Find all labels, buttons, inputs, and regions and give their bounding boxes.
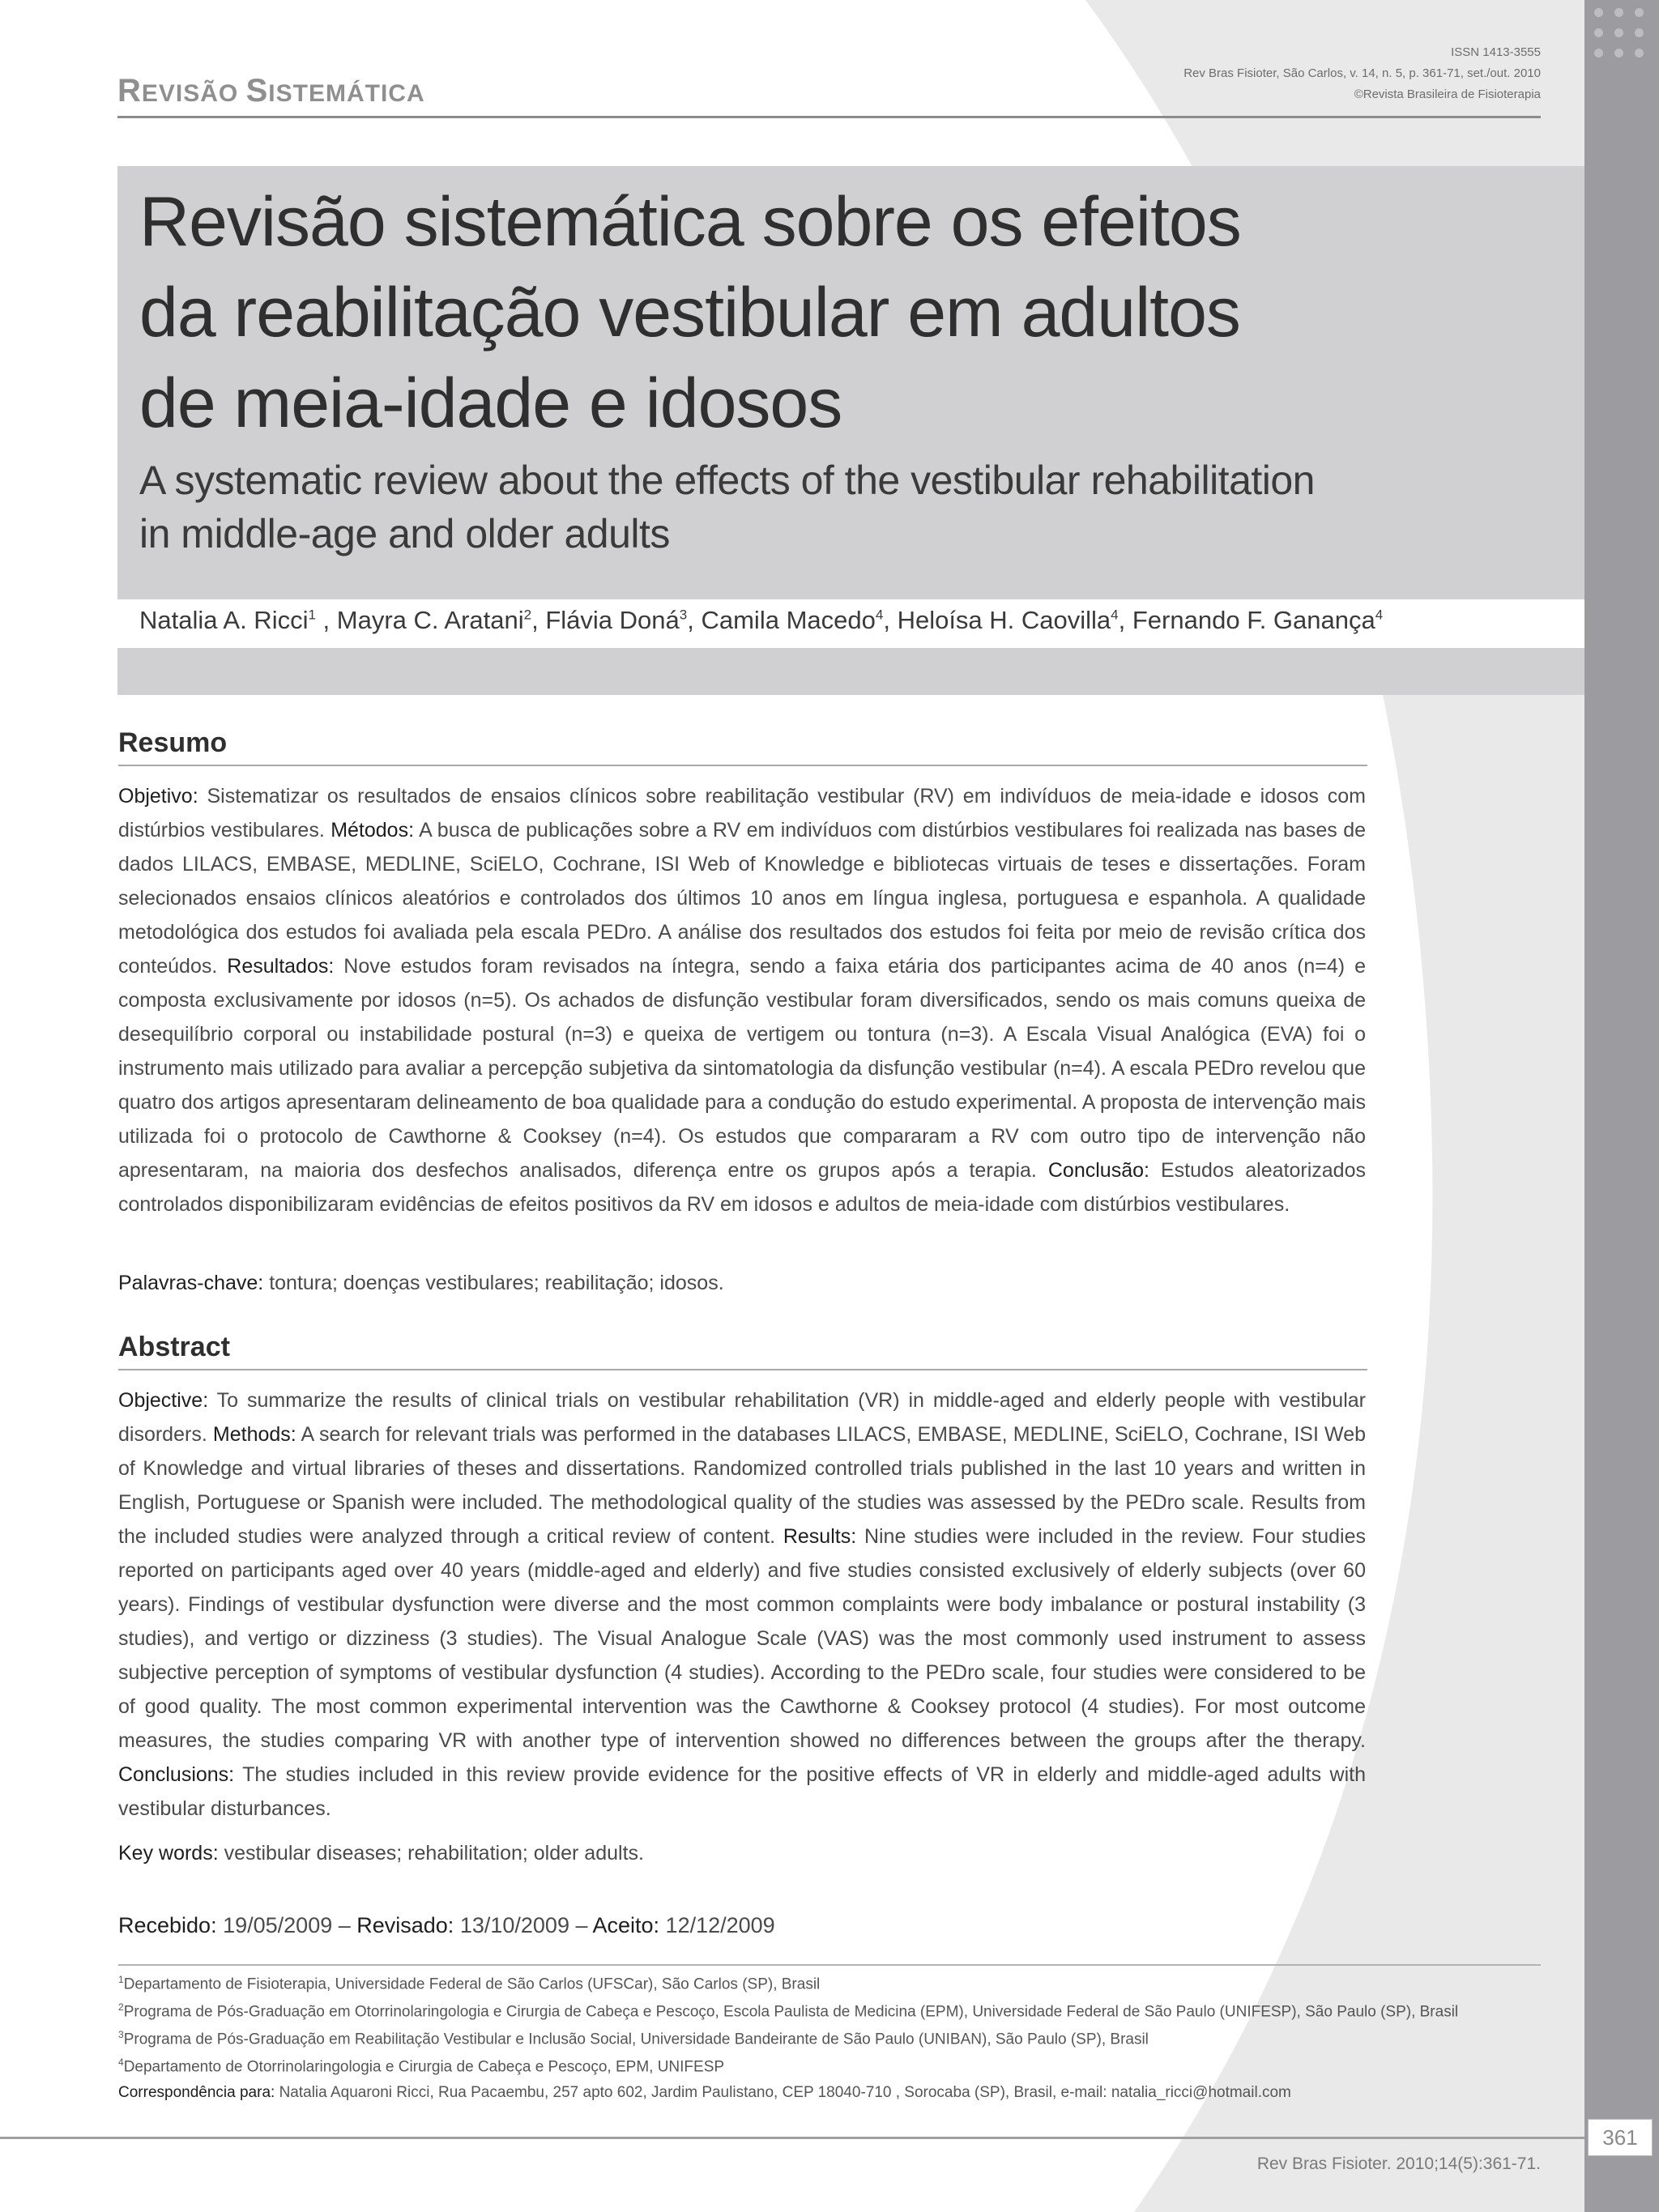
abstract-heading: Abstract	[118, 1332, 230, 1362]
title-bottom-band	[117, 648, 1584, 695]
author: Camila Macedo	[701, 606, 876, 634]
resumo-keywords: Palavras-chave: tontura; doenças vestibulares; reabilitação; idosos.	[118, 1272, 724, 1294]
authors-list: Natalia A. Ricci$^1$ , Mayra C. Aratani$^2$, Flávia Doná$^3$, Camila Macedo$^4$, Heloísa H. Caovilla$^4$, Fernando F. Ganança$^4$	[139, 606, 1384, 634]
footnote-rule	[118, 1964, 1541, 1966]
abstract-rule	[118, 1369, 1367, 1370]
submission-dates: Recebido: 19/05/2009 – Revisado: 13/10/2009 – Aceito: 12/12/2009	[118, 1913, 775, 1937]
footnote: $^4$Departamento de Otorrinolaringologia e Cirurgia de Cabeça e Pescoço, EPM, UNIFESP	[118, 2056, 725, 2076]
citation: Rev Bras Fisioter. 2010;14(5):361-71.	[1256, 2154, 1541, 2173]
journal-reference: Rev Bras Fisioter, São Carlos, v. 14, n. 5, p. 361-71, set./out. 2010	[1183, 66, 1541, 80]
author: Natalia A. Ricci	[139, 606, 309, 634]
page-number: 361	[1588, 2119, 1653, 2156]
copyright: ©Revista Brasileira de Fisioterapia	[1354, 87, 1541, 101]
resumo-heading: Resumo	[118, 727, 228, 758]
correspondence: Correspondência para: Natalia Aquaroni Ricci, Rua Pacaembu, 257 apto 602, Jardim Paulistano, CEP 18040-710 , Sorocaba (SP), Brasil, e-mail: natalia_ricci@hotmail.com	[118, 2084, 1291, 2101]
author: Heloísa H. Caovilla	[897, 606, 1111, 634]
header-rule	[117, 116, 1541, 118]
journal-info	[1183, 42, 1541, 105]
abstract-keywords: Key words: vestibular diseases; rehabilitation; older adults.	[118, 1842, 644, 1865]
author: Fernando F. Ganança	[1132, 606, 1375, 634]
resumo-rule	[118, 765, 1367, 766]
author: Mayra C. Aratani	[336, 606, 524, 634]
abstract-text: Objective: To summarize the results of clinical trials on vestibular rehabilitation (VR) in middle-aged and elderly people with vestibular disorders. Methods: A search for relevant trials was performed in the databases LILACS, EMBASE, MEDLINE, SciELO, Cochrane, ISI Web of Knowledge and virtual libraries of theses and dissertations. Randomized controlled trials published in the last 10 years and written in English, Portuguese or Spanish were included. The methodological quality of the studies was assessed by the PEDro scale. Results from the included studies were analyzed through a critical review of content. Results: Nine studies were included in the review. Four studies reported on participants aged over 40 years (middle-aged and elderly) and five studies consisted exclusively of elderly subjects (over 60 years). Findings of vestibular dysfunction were diverse and the most common complaints were body imbalance or postural instability (3 studies), and vertigo or dizziness (3 studies). The Visual Analogue Scale (VAS) was the most commonly used instrument to assess subjective perception of symptoms of vestibular dysfunction (4 studies). According to the PEDro scale, four studies were considered to be of good quality. The most common experimental intervention was the Cawthorne & Cooksey protocol (4 studies). For most outcome measures, the studies comparing VR with another type of intervention showed no differences between the groups after the therapy. Conclusions: The studies included in this review provide evidence for the positive effects of VR in elderly and middle-aged adults with vestibular disturbances.	[118, 1389, 1367, 1820]
author: Flávia Doná	[545, 606, 680, 634]
footer-rule	[0, 2137, 1584, 2139]
footnote: $^3$Programa de Pós-Graduação em Reabilitação Vestibular e Inclusão Social, Universidade Bandeirante de São Paulo (UNIBAN), São Paulo (SP), Brasil	[118, 2029, 1149, 2048]
issn: ISSN 1413-3555	[1451, 45, 1541, 59]
title-portuguese: Revisão sistemática sobre os efeitos da reabilitação vestibular em adultos de meia-idade e idosos	[139, 183, 1241, 442]
title-english: A systematic review about the effects of the vestibular rehabilitation in middle-age and older adults	[139, 458, 1315, 556]
right-sidebar-bar	[1584, 0, 1659, 2212]
footnote: $^1$Departamento de Fisioterapia, Universidade Federal de São Carlos (UFSCar), São Carlos (SP), Brasil	[118, 1974, 821, 1993]
section-label: REVISÃO SISTEMÁTICA	[117, 73, 425, 109]
resumo-text: Objetivo: Sistematizar os resultados de ensaios clínicos sobre reabilitação vestibular (RV) em indivíduos de meia-idade e idosos com distúrbios vestibulares. Métodos: A busca de publicações sobre a RV em indivíduos com distúrbios vestibulares foi realizada nas bases de dados LILACS, EMBASE, MEDLINE, SciELO, Cochrane, ISI Web of Knowledge e bibliotecas virtuais de teses e dissertações. Foram selecionados ensaios clínicos aleatórios e controlados dos últimos 10 anos em língua inglesa, portuguesa e espanhola. A qualidade metodológica dos estudos foi avaliada pela escala PEDro. A análise dos resultados dos estudos foi feita por meio de revisão crítica dos conteúdos. Resultados: Nove estudos foram revisados na íntegra, sendo a faixa etária dos participantes acima de 40 anos (n=4) e composta exclusivamente por idosos (n=5). Os achados de disfunção vestibular foram diversificados, sendo os mais comuns queixa de desequilíbrio corporal ou instabilidade postural (n=3) e queixa de vertigem ou tontura (n=3). A Escala Visual Analógica (EVA) foi o instrumento mais utilizado para avaliar a percepção subjetiva da sintomatologia da disfunção vestibular (n=4). A escala PEDro revelou que quatro dos artigos apresentaram delineamento de boa qualidade para a condução do estudo experimental. A proposta de intervenção mais utilizada foi o protocolo de Cawthorne & Cooksey (n=4). Os estudos que compararam a RV com outro tipo de intervenção não apresentaram, na maioria dos desfechos analisados, diferença entre os grupos após a terapia. Conclusão: Estudos aleatorizados controlados disponibilizaram evidências de efeitos positivos da RV em idosos e adultos de meia-idade com distúrbios vestibulares.	[118, 785, 1366, 1216]
footnote: $^2$Programa de Pós-Graduação em Otorrinolaringologia e Cirurgia de Cabeça e Pescoço, Escola Paulista de Medicina (EPM), Universidade Federal de São Paulo (UNIFESP), São Paulo (SP), Brasil	[118, 2001, 1459, 2021]
